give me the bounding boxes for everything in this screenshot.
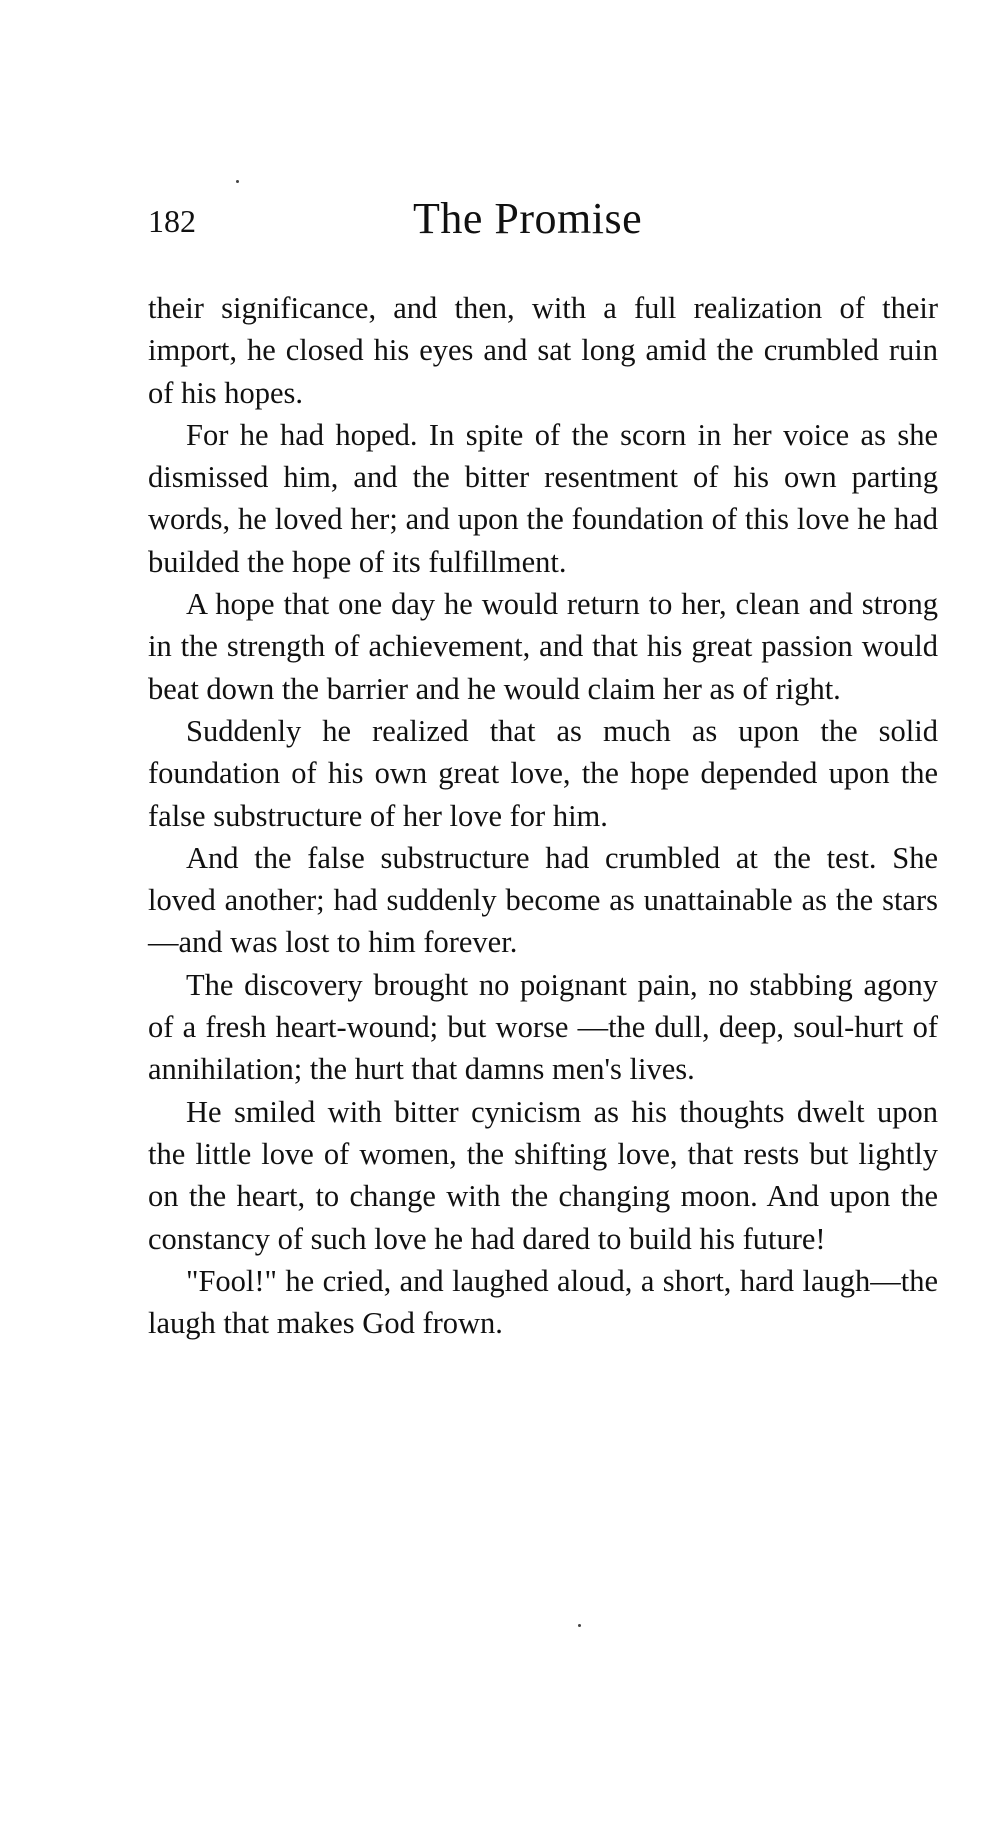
running-title: The Promise [413,194,643,243]
paragraph: The discovery brought no poignant pain, no stabbing agony of a fresh heart-wound; but worse —the dull, deep, soul-hurt of annihilation; the hurt that damns men's lives. [148,967,938,1087]
paragraph: their significance, and then, with a full realization of their import, he closed his eyes and sat long amid the crumbled ruin of his hopes. [148,291,938,410]
paragraph: Suddenly he realized that as much as upon the solid foundation of his own great love, the hope depended upon the false substructure of her love for him. [148,713,938,833]
paragraph: He smiled with bitter cynicism as his thoughts dwelt upon the little love of women, the shifting love, that rests but lightly on the heart, to change with the changing moon. And upon the constancy of such love he had dared to build his future! [148,1094,938,1256]
body-text [148,287,938,1344]
page-header [148,193,938,253]
print-speck [236,180,239,183]
paragraph: "Fool!" he cried, and laughed aloud, a short, hard laugh—the laugh that makes God frown. [148,1263,938,1341]
paragraph: And the false substructure had crumbled at the test. She loved another; had suddenly become as unattainable as the stars—and was lost to him forever. [148,840,938,960]
paragraph: For he had hoped. In spite of the scorn in her voice as she dismissed him, and the bitter resentment of his own parting words, he loved her; and upon the foundation of this love he had builded the hope of its fulfillment. [148,417,938,579]
print-speck [578,1624,581,1627]
paragraph: A hope that one day he would return to her, clean and strong in the strength of achievement, and that his great passion would beat down the barrier and he would claim her as of right. [148,587,938,706]
page-number: 182 [148,203,196,239]
